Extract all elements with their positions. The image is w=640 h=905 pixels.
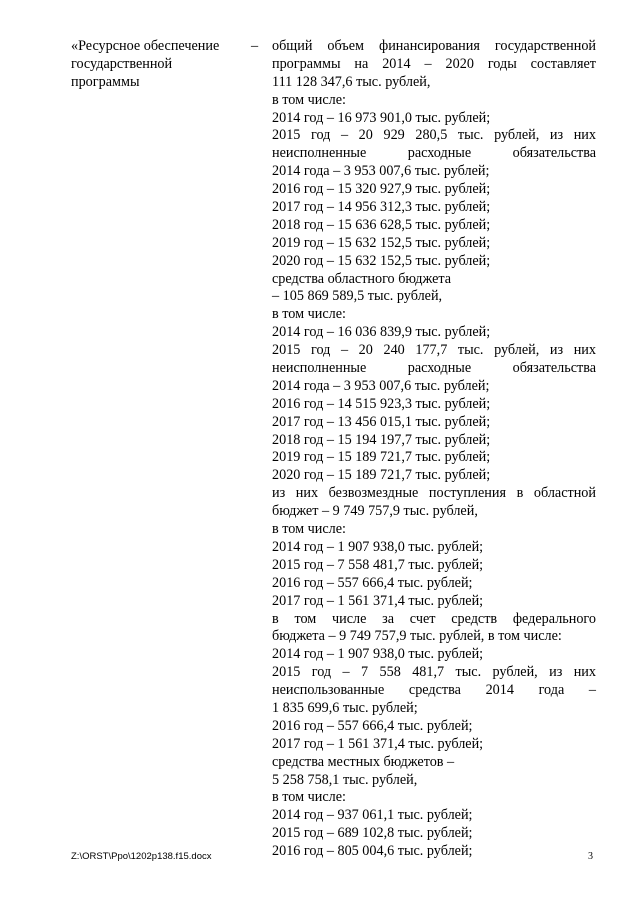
content-line: 2014 год – 1 907 938,0 тыс. рублей; [272,646,484,663]
content-line: 111 128 347,6 тыс. рублей, [272,73,431,90]
content-line: 2018 год – 15 194 197,7 тыс. рублей; [272,431,491,448]
section-label-line: «Ресурсное обеспечение [71,38,220,54]
content-line: 2014 год – 16 973 901,0 тыс. рублей; [272,109,491,126]
content-line: средства областного бюджета [272,270,452,287]
content-line: в том числе за счет средств федерального [272,610,596,627]
content-line: 2018 год – 15 636 628,5 тыс. рублей; [272,216,491,233]
content-line: 5 258 758,1 тыс. рублей, [272,771,418,788]
content-line: в том числе: [272,306,346,323]
content-line: из них безвозмездные поступления в областной [272,485,596,502]
content-line: бюджета – 9 749 757,9 тыс. рублей, в том числе: [272,628,562,645]
content-line: 2017 год – 13 456 015,1 тыс. рублей; [272,413,491,430]
content-line: 2017 год – 14 956 312,3 тыс. рублей; [272,199,491,216]
content-line: 2015 год – 689 102,8 тыс. рублей; [272,825,473,842]
footer-file-path: Z:\ORST\Ppo\1202p138.f15.docx [71,851,212,862]
content-line: неиспользованные средства 2014 года – [272,682,596,699]
content-line: 2016 год – 14 515 923,3 тыс. рублей; [272,395,491,412]
content-line: 2014 года – 3 953 007,6 тыс. рублей; [272,377,490,394]
content-line: 2019 год – 15 632 152,5 тыс. рублей; [272,234,491,251]
content-line: бюджет – 9 749 757,9 тыс. рублей, [272,503,478,520]
content-line: неисполненные расходные обязательства [272,360,596,377]
content-line: 2020 год – 15 632 152,5 тыс. рублей; [272,252,491,269]
content-line: 2016 год – 557 666,4 тыс. рублей; [272,717,473,734]
content-line: 2015 год – 7 558 481,7 тыс. рублей; [272,556,484,573]
content-line: 2016 год – 557 666,4 тыс. рублей; [272,574,473,591]
content-line: 2015 год – 20 240 177,7 тыс. рублей, из них [272,342,596,359]
content-line: в том числе: [272,521,346,538]
content-line: 2016 год – 15 320 927,9 тыс. рублей; [272,181,491,198]
content-line: общий объем финансирования государственной [272,38,596,54]
content-line: в том числе: [272,91,346,108]
content-line: 2015 год – 20 929 280,5 тыс. рублей, из них [272,127,596,144]
content-line: 2020 год – 15 189 721,7 тыс. рублей; [272,467,491,484]
content-line: 2014 года – 3 953 007,6 тыс. рублей; [272,163,490,180]
content-line: 2015 год – 7 558 481,7 тыс. рублей, из них [272,664,596,681]
content-line: 1 835 699,6 тыс. рублей; [272,699,418,716]
section-label-line: государственной [71,55,173,72]
content-line: средства местных бюджетов – [272,753,455,770]
content-line: 2017 год – 1 561 371,4 тыс. рублей; [272,735,484,752]
separator-dash: – [251,38,259,54]
section-content [272,38,596,861]
content-line: в том числе: [272,789,346,806]
section-label-line: программы [71,73,140,90]
content-line: 2016 год – 805 004,6 тыс. рублей; [272,843,473,860]
content-line: программы на 2014 – 2020 годы составляет [272,55,596,72]
content-line: 2019 год – 15 189 721,7 тыс. рублей; [272,449,491,466]
content-line: 2014 год – 16 036 839,9 тыс. рублей; [272,324,491,341]
content-line: 2014 год – 937 061,1 тыс. рублей; [272,807,473,824]
page-number: 3 [588,851,593,862]
section-label [71,38,246,92]
content-line: – 105 869 589,5 тыс. рублей, [272,288,443,305]
content-line: 2014 год – 1 907 938,0 тыс. рублей; [272,538,484,555]
content-line: 2017 год – 1 561 371,4 тыс. рублей; [272,592,484,609]
content-line: неисполненные расходные обязательства [272,145,596,162]
